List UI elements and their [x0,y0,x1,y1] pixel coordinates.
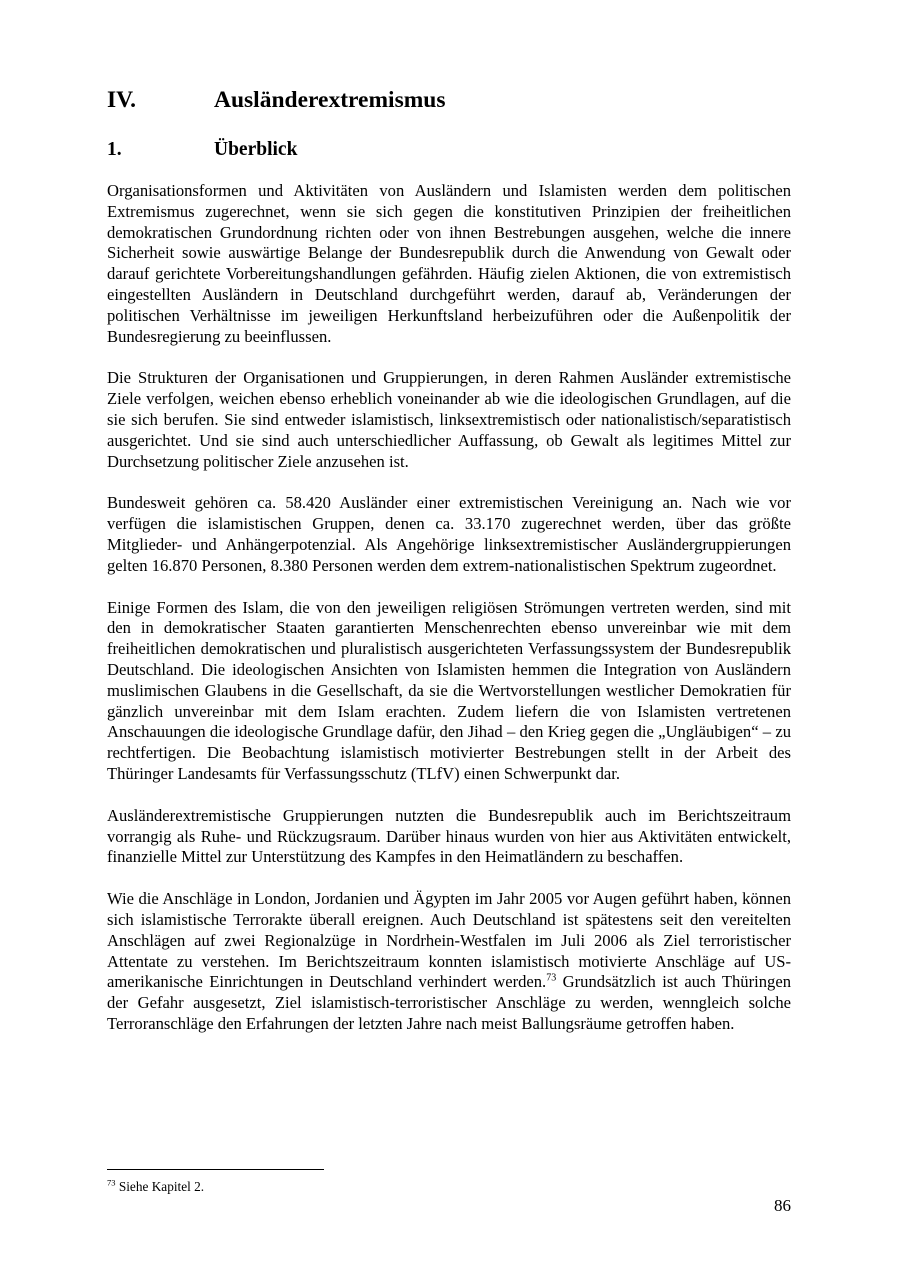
section-heading [107,136,791,164]
paragraph-text: Wie die Anschläge in London, Jordanien und Ägypten im Jahr 2005 vor Augen geführt haben, können sich islamistische Terrorakte überall ereignen. Auch Deutschland ist spätestens seit den vereitelten Anschlägen auf zwei Regionalzüge in Nordrhein-Westfalen im Juli 2006 als Ziel terroristischer Attentate zu verstehen. Im Berichtszeitraum konnten islamistisch motivierte Anschläge auf US-amerikanische Einrichtungen in Deutschland verhindert werden. [107,889,791,992]
footnote-divider [107,1169,324,1170]
footnote-marker: 73 [107,1177,116,1188]
section-number: 1. [107,139,122,160]
section-title: Überblick [214,139,298,160]
paragraph: Organisationsformen und Aktivitäten von Ausländern und Islamisten werden dem politischen Extremismus zugerechnet, wenn sie sich gegen die konstitutiven Prinzipien der freiheitlichen demokratischen Grundordnung richten oder von ihnen Bestrebungen ausgehen, welche die innere Sicherheit sowie auswärtige Belange der Bundesrepublik durch die Anwendung von Gewalt oder darauf gerichtete Vorbereitungshandlungen gefährden. Häufig zielen Aktionen, die von extremistisch eingestellten Ausländern in Deutschland durchgeführt werden, darauf ab, Veränderungen der politischen Verhältnisse im jeweiligen Herkunftsland herbeizuführen oder die Außenpolitik der Bundesregierung zu beeinflussen. [107,181,791,346]
chapter-number: IV. [107,87,136,113]
footnote [107,1178,204,1196]
page-body [107,84,791,1056]
paragraph: Einige Formen des Islam, die von den jeweiligen religiösen Strömungen vertreten werden, sind mit den in demokratischer Staaten garantierten Menschenrechten ebenso unvereinbar wie mit dem freiheitlichen demokratischen und pluralistisch ausgerichteten Verfassungssystem der Bundesrepublik Deutschland. Die ideologischen Ansichten von Islamisten hemmen die Integration von Ausländern muslimischen Glaubens in die Gesellschaft, da sie die Wertvorstellungen westlicher Demokratien für gänzlich unvereinbar mit dem Islam erachten. Zudem liefern die von Islamisten vertretenen Anschauungen die ideologische Grundlage dafür, den Jihad – den Krieg gegen die „Ungläubigen“ – zu rechtfertigen. Die Beobachtung islamistisch motivierter Bestrebungen stellt in der Arbeit des Thüringer Landesamts für Verfassungsschutz (TLfV) einen Schwerpunkt dar. [107,597,791,783]
chapter-title: Ausländerextremismus [214,87,446,113]
footnote-text: Siehe Kapitel 2. [115,1179,205,1194]
footnote-reference[interactable]: 73 [546,972,557,984]
page-number: 86 [774,1196,791,1215]
paragraph: Die Strukturen der Organisationen und Gruppierungen, in deren Rahmen Ausländer extremistische Ziele verfolgen, weichen ebenso erheblich voneinander ab wie die ideologischen Grundlagen, auf die sie sich berufen. Sie sind entweder islamistisch, linksextremistisch oder nationalistisch/separatistisch ausgerichtet. Und sie sind auch unterschiedlicher Auffassung, ob Gewalt als legitimes Mittel zur Durchsetzung politischer Ziele anzusehen ist. [107,368,791,471]
paragraph: Ausländerextremistische Gruppierungen nutzten die Bundesrepublik auch im Berichtszeitraum vorrangig als Ruhe- und Rückzugsraum. Darüber hinaus wurden von hier aus Aktivitäten entwickelt, finanzielle Mittel zur Unterstützung des Kampfes in den Heimatländern zu beschaffen. [107,805,791,867]
paragraph: Bundesweit gehören ca. 58.420 Ausländer einer extremistischen Vereinigung an. Nach wie vor verfügen die islamistischen Gruppen, denen ca. 33.170 zugerechnet werden, über das größte Mitglieder- und Anhängerpotenzial. Als Angehörige linksextremistischer Ausländergruppierungen gelten 16.870 Personen, 8.380 Personen werden dem extrem-nationalistischen Spektrum zugeordnet. [107,493,791,575]
paragraph [107,889,791,1035]
paragraph-text: Grundsätzlich ist auch Thüringen der Gefahr ausgesetzt, Ziel islamistisch-terroristischer Anschläge zu werden, wenngleich solche Terroranschläge den Erfahrungen der letzten Jahre nach meist Ballungsräume getroffen haben. [107,972,791,1033]
chapter-heading [107,84,791,116]
